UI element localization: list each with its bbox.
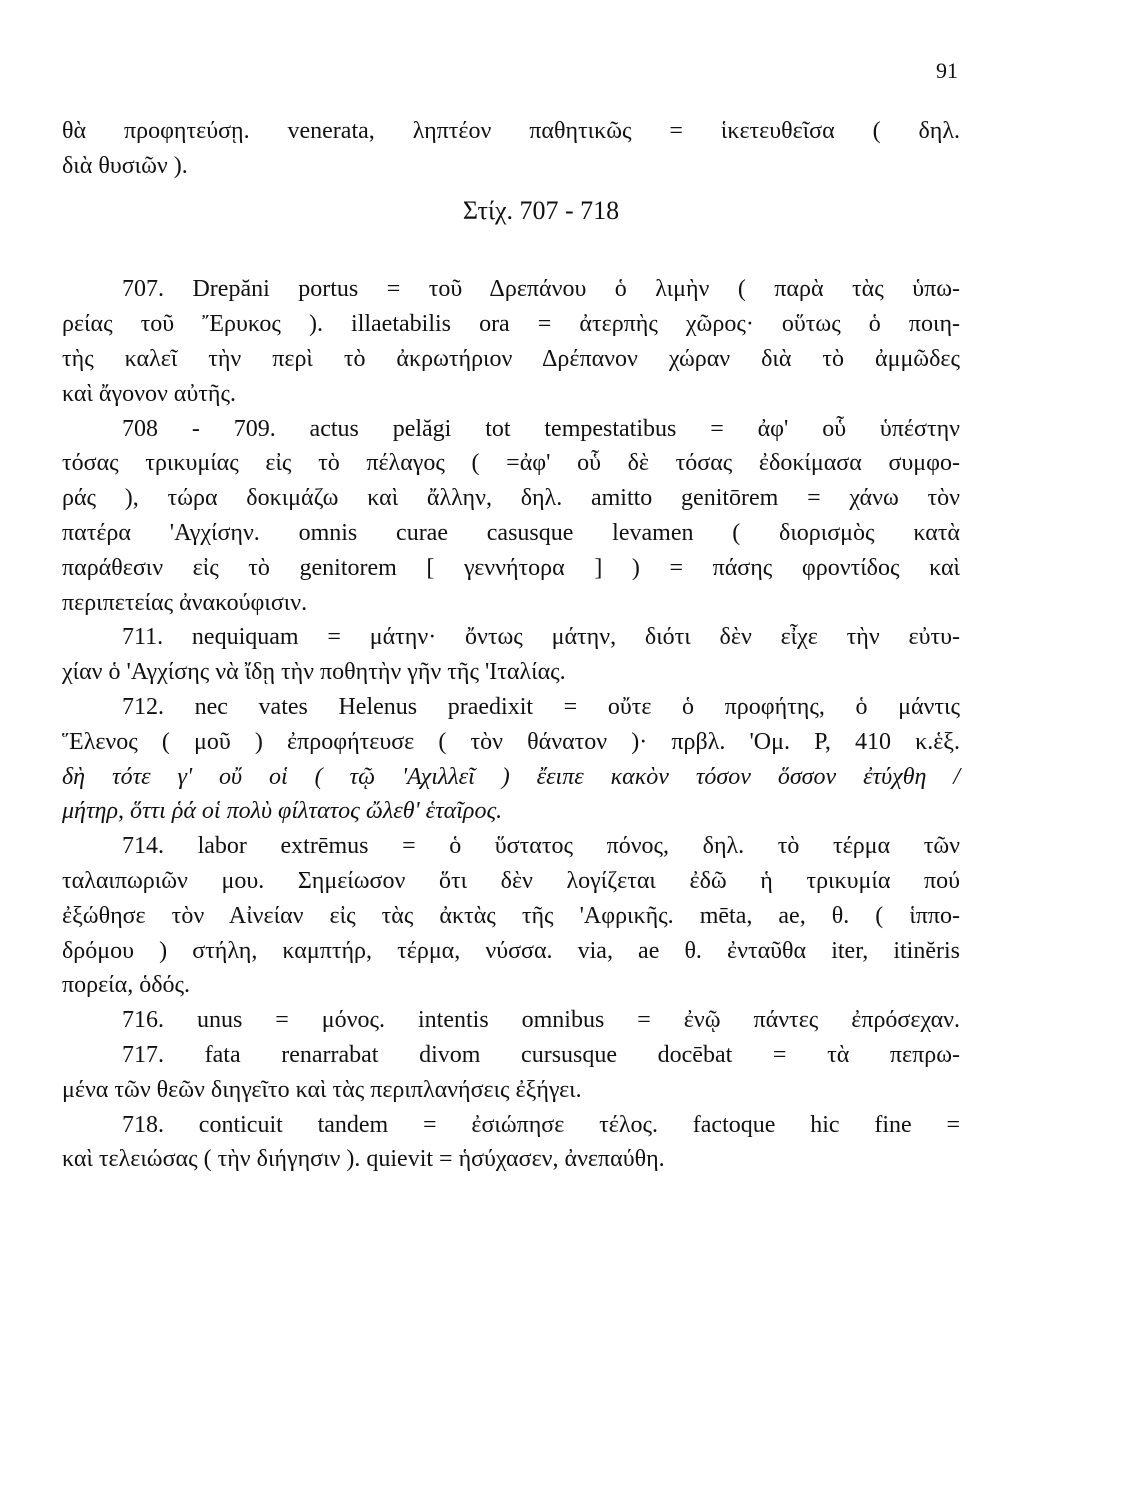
note-717 [62,1038,960,1108]
text-line: διὰ θυσιῶν ). [62,152,188,179]
text-line: δρόμου ) στήλη, καμπτήρ, τέρμα, νύσσα. via, ae θ. ἐνταῦθα iter, itinĕris [62,937,960,964]
text-line: χίαν ὁ 'Αγχίσης νὰ ἴδῃ τὴν ποθητὴν γῆν τῆς 'Ιταλίας. [62,659,566,686]
text-line: 717. fata renarrabat divom cursusque docēbat = τὰ πεπρω- [122,1041,960,1068]
text-line: Ἕλενος ( μοῦ ) ἐπροφήτευσε ( τὸν θάνατον )· πρβλ. 'Ομ. Ρ, 410 κ.ἑξ. [62,728,960,755]
text-line: πατέρα 'Αγχίσην. omnis curae casusque levamen ( διορισμὸς κατὰ [62,519,960,546]
text-line: καὶ ἄγονον αὐτῆς. [62,380,236,407]
text-line: περιπετείας ἀνακούφισιν. [62,589,308,616]
text-line: 712. nec vates Helenus praedixit = οὔτε ὁ προφήτης, ὁ μάντις [122,693,960,720]
text-line: 707. Drepăni portus = τοῦ Δρεπάνου ὁ λιμὴν ( παρὰ τὰς ὑπω- [122,276,960,303]
text-line: μένα τῶν θεῶν διηγεῖτο καὶ τὰς περιπλανήσεις ἐξήγει. [62,1076,582,1103]
text-line: 714. labor extrēmus = ὁ ὕστατος πόνος, δηλ. τὸ τέρμα τῶν [122,833,960,860]
note-711 [62,620,960,690]
text-line: τόσας τρικυμίας εἰς τὸ πέλαγος ( =ἀφ' οὗ δὲ τόσας ἐδοκίμασα συμφο- [62,450,960,477]
text-line: τὴς καλεῖ τὴν περὶ τὸ ἀκρωτήριον Δρέπανον χώραν διὰ τὸ ἀμμῶδες [62,345,960,372]
text-line: πορεία, ὁδός. [62,972,191,999]
quote-line: δὴ τότε γ' οὔ οἱ ( τῷ 'Αχιλλεῖ ) ἔειπε κακὸν τόσον ὅσσον ἐτύχθη / [62,763,960,790]
note-718 [62,1108,960,1178]
text-line: 716. unus = μόνος. intentis omnibus = ἐνῷ πάντες ἐπρόσεχαν. [122,1007,960,1034]
section-heading: Στίχ. 707 - 718 [462,195,620,225]
text-line: ταλαιπωριῶν μου. Σημείωσον ὅτι δὲν λογίζεται ἐδῶ ἡ τρικυμία πού [62,867,960,894]
intro-paragraph [62,114,960,184]
page-number: 91 [936,58,958,83]
quote-line: μήτηρ, ὅττι ῥά οἱ πολὺ φίλτατος ὤλεθ' ἑταῖρος. [62,798,503,825]
note-714 [62,829,960,1003]
note-707 [62,272,960,411]
note-712 [62,690,960,829]
text-line: ἐξώθησε τὸν Αἰνείαν εἰς τὰς ἀκτὰς τῆς 'Αφρικῆς. mēta, ae, θ. ( ἱππο- [62,902,960,929]
text-line: καὶ τελειώσας ( τὴν διήγησιν ). quievit = ἡσύχασεν, ἀνεπαύθη. [62,1146,665,1173]
text-line: 711. nequiquam = μάτην· ὄντως μάτην, διότι δὲν εἶχε τὴν εὐτυ- [122,624,960,651]
text-line: παράθεσιν εἰς τὸ genitorem [ γεννήτορα ] ) = πάσης φροντίδος καὶ [62,554,960,581]
page-body [62,114,960,1177]
text-line: ράς ), τώρα δοκιμάζω καὶ ἄλλην, δηλ. amitto genitōrem = χάνω τὸν [62,485,960,512]
text-line: 718. conticuit tandem = ἐσιώπησε τέλος. factoque hic fine = [122,1111,960,1138]
text-line: θὰ προφητεύσῃ. venerata, ληπτέον παθητικῶς = ἱκετευθεῖσα ( δηλ. [62,118,960,144]
text-line: ρείας τοῦ Ἔρυκος ). illaetabilis ora = ἀτερπὴς χῶρος· οὕτως ὁ ποιη- [62,311,960,338]
text-line: 708 - 709. actus pelăgi tot tempestatibus = ἀφ' οὗ ὑπέστην [122,415,960,442]
note-708-709 [62,412,960,621]
note-716 [62,1003,960,1038]
